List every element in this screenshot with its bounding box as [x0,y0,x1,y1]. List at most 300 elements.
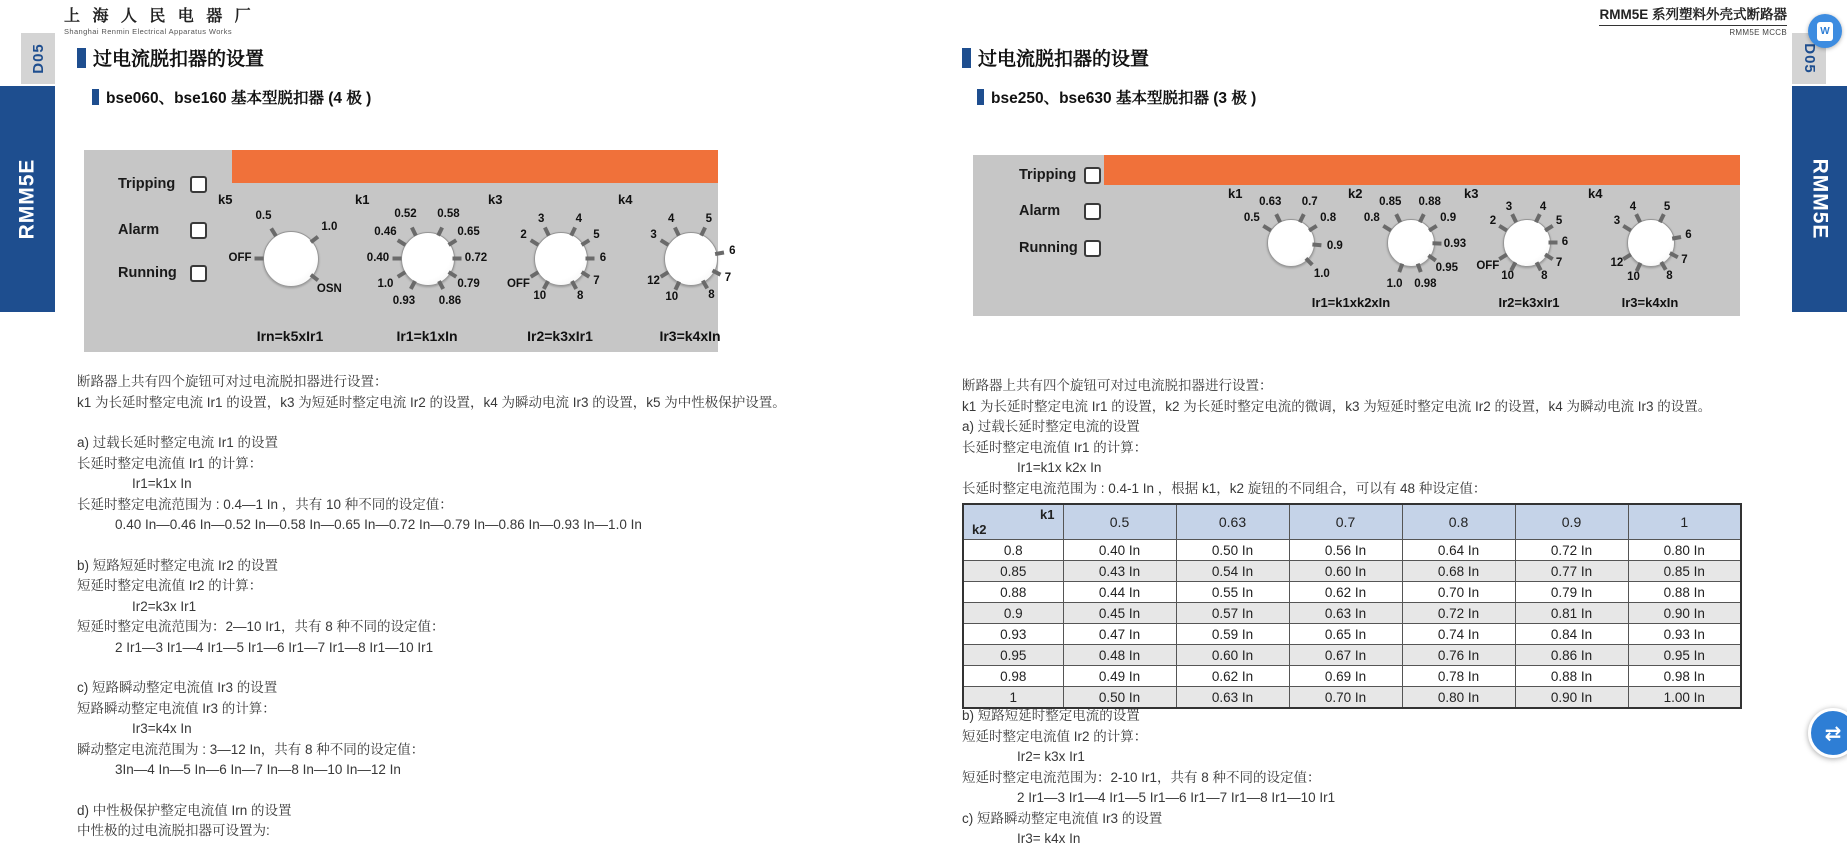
text-line: 长延时整定电流值 Ir1 的计算： [77,455,263,471]
table-cell: 0.76 In [1402,645,1515,666]
dial-scale-label: 10 [533,289,547,302]
table-cell: 0.47 In [1063,624,1176,645]
dial-tick [1432,241,1441,245]
right-section-heading [962,44,1149,71]
dial-tick [436,226,444,236]
dial-scale-label: 0.52 [394,207,417,220]
text-line: 短路瞬动整定电流值 Ir3 的计算： [77,700,276,716]
table-cell: 0.69 In [1289,666,1402,687]
dial-tick [1274,213,1282,223]
table-header-row [963,504,1741,540]
text-gap [77,536,786,556]
dial-tick [1298,213,1306,223]
status-label-running: Running [1019,240,1078,256]
dial-scale-label: 10 [665,290,679,303]
dial-formula: Ir2=k3xIr1 [1498,295,1560,310]
dial-scale-label: 4 [667,213,675,226]
table-cell: 0.57 In [1176,603,1289,624]
dial-formula: Irn=k5xIr1 [256,328,324,344]
table-k2-cell: 1 [963,687,1063,709]
text-line: k1 为长延时整定电流 Ir1 的设置，k3 为短延时整定电流 Ir2 的设置，k4 为瞬动电流 Ir3 的设置，k5 为中性极保护设置。 [77,394,786,410]
dial-scale-label: 1.0 [1386,278,1403,291]
dial-scale-label: 0.7 [1301,195,1318,208]
dial-knob-k3 [534,232,588,286]
table-cell: 0.90 In [1628,603,1741,624]
dial-formula: Ir2=k3xIr1 [527,328,593,344]
doc-header [1599,3,1787,37]
text-line: Ir3= k4x In [1017,831,1081,846]
table-k2-cell: 0.85 [963,561,1063,582]
left-text-block [77,372,786,842]
table-cell: 0.86 In [1515,645,1628,666]
table-cell: 0.68 In [1402,561,1515,582]
dial-scale-label: 1.0 [321,221,338,234]
table-cell: 0.88 In [1628,582,1741,603]
dial-scale-label: 0.65 [457,226,480,239]
status-led-running [190,265,207,282]
dial-scale-label: 8 [576,289,584,302]
dial-tick [448,270,458,278]
dial-tick [1535,261,1543,271]
heading-bullet [962,48,971,68]
table-row [963,666,1741,687]
dial-scale-label: 0.93 [1443,237,1467,250]
dial-scale-label: 3 [650,229,657,242]
dial-knob-k4 [664,232,718,286]
table-k2-cell: 0.88 [963,582,1063,603]
dial-scale-label: 3 [1613,215,1621,228]
status-label-running: Running [118,265,177,281]
table-k2-cell: 0.95 [963,645,1063,666]
dial-formula: Ir1=k1xIn [396,328,458,344]
table-cell: 0.98 In [1628,666,1741,687]
dial-scale-label: 0.86 [438,295,462,308]
table-row [963,603,1741,624]
dial-name-k2: k2 [1348,186,1363,201]
dial-scale-label: 6 [1561,236,1569,248]
word-plugin-button[interactable] [1808,14,1842,48]
text-gap [77,658,786,678]
dial-name-k5: k5 [218,192,233,207]
text-line: 长延时整定电流范围为 : 0.4—1 In ，共有 10 种不同的设定值： [77,496,453,512]
dial-scale-label: 1.0 [1313,267,1330,280]
dial-tick [701,279,709,289]
dial-scale-label: 6 [599,252,607,264]
text-gap [77,413,786,433]
dial-formula: Ir3=k4xIn [659,328,721,344]
table-cell: 0.79 In [1515,582,1628,603]
text-line: 短延时整定电流值 Ir2 的计算： [962,728,1148,744]
subheading-bullet [92,89,99,105]
table-cell: 0.44 In [1063,582,1176,603]
dial-tick [1498,224,1508,232]
dial-scale-label: 6 [1685,229,1692,242]
table-k2-cell: 0.98 [963,666,1063,687]
dial-tick [1658,213,1666,223]
dial-name-k4: k4 [1588,186,1603,201]
dial-tick [1418,213,1426,223]
dial-knob-k2 [1387,219,1435,267]
heading-bullet [77,48,86,68]
table-cell: 0.62 In [1289,582,1402,603]
text-line: Ir1=k1x In [132,476,192,491]
text-line: 短延时整定电流范围为：2-10 Ir1，共有 8 种不同的设定值： [962,769,1321,785]
dial-tick [410,226,418,236]
text-line: 2 Ir1—3 Ir1—4 Ir1—5 Ir1—6 Ir1—7 Ir1—8 Ir1—10 Ir1 [1017,790,1336,805]
text-line: 长延时整定电流范围为 : 0.4-1 In ，根据 k1，k2 旋钮的不同组合，可以有 48 种设定值： [962,480,1487,496]
ir1-setting-table [962,503,1742,709]
table-cell: 0.72 In [1515,540,1628,561]
dial-tick [1498,252,1508,260]
table-cell: 0.70 In [1402,582,1515,603]
dial-scale-label: 1.0 [377,277,394,290]
left-subsection-heading [92,86,371,108]
table-cell: 0.64 In [1402,540,1515,561]
dial-scale-label: 5 [705,213,713,226]
dial-scale-label: OFF [228,252,252,264]
table-cell: 0.54 In [1176,561,1289,582]
table-cell: 0.77 In [1515,561,1628,582]
text-line: 断路器上共有四个旋钮可对过电流脱扣器进行设置： [77,374,388,389]
table-k2-cell: 0.9 [963,603,1063,624]
status-led-tripping [1084,167,1101,184]
table-row [963,540,1741,561]
dial-knob-k1 [401,232,455,286]
table-cell: 0.50 In [1063,687,1176,709]
dial-scale-label: 0.72 [464,252,488,264]
dial-tick [453,256,462,260]
dial-tick [673,226,681,236]
dial-name-k1: k1 [1228,186,1243,201]
text-line: Ir1=k1x k2x In [1017,460,1102,475]
panel-orange-bar [1104,155,1740,185]
dial-tick [397,238,407,246]
right-outro-text-block [962,706,1335,850]
table-cell: 0.40 In [1063,540,1176,561]
dial-tick [660,270,670,278]
dial-scale-label: OFF [506,277,530,290]
panel-orange-bar [232,150,718,183]
text-line: b) 短路短延时整定电流的设置 [962,708,1140,723]
table-cell: 0.85 In [1628,561,1741,582]
text-line: Ir2=k3x Ir1 [132,598,197,614]
dial-scale-label: 0.8 [1320,212,1337,225]
dial-tick [437,280,445,290]
dial-scale-label: 8 [1666,269,1673,282]
page-code-tab-left [21,33,55,84]
dial-tick [1544,252,1554,260]
text-line: 短延时整定电流值 Ir2 的计算： [77,578,263,593]
text-line: 短延时整定电流范围为：2—10 Ir1，共有 8 种不同的设定值： [77,619,445,634]
dial-tick [310,235,320,244]
dial-scale-label: 7 [724,272,732,285]
text-line: c) 短路瞬动整定电流值 Ir3 的设置 [962,810,1163,826]
text-line: 断路器上共有四个旋钮可对过电流脱扣器进行设置： [962,378,1273,393]
word-doc-icon [1817,22,1833,41]
table-cell: 0.60 In [1176,645,1289,666]
text-line: Ir3=k4x In [132,721,192,736]
text-line: a) 过载长延时整定电流 Ir1 的设置 [77,435,279,450]
corner-label-k1: k1 [1040,507,1055,522]
dial-tick [1635,262,1642,272]
table-cell: 0.74 In [1402,624,1515,645]
dial-tick [1308,224,1318,232]
sync-button[interactable] [1808,708,1847,758]
table-row [963,561,1741,582]
text-line: Ir2= k3x Ir1 [1017,749,1085,764]
dial-scale-label: 0.95 [1435,261,1459,274]
dial-tick [543,226,551,236]
text-line: d) 中性极保护整定电流值 Irn 的设置 [77,802,292,818]
table-header-cell: 0.63 [1176,504,1289,540]
corner-label-k2: k2 [972,522,987,537]
dial-scale-label: 7 [593,274,600,287]
dial-scale-label: 0.40 [366,252,390,264]
table-cell: 0.63 In [1176,687,1289,709]
section-title: 过电流脱扣器的设置 [93,49,265,70]
dial-scale-label: 5 [1555,215,1563,228]
status-led-tripping [190,176,207,193]
table-cell: 0.80 In [1402,687,1515,709]
doc-title: RMM5E 系列塑料外壳式断路器 [1599,3,1787,26]
dial-tick [1312,242,1321,247]
dial-scale-label: 2 [1489,215,1497,228]
dial-name-k3: k3 [1464,186,1479,201]
table-cell: 0.88 In [1515,666,1628,687]
subheading-bullet [977,89,984,105]
dial-tick [1428,224,1438,232]
table-k2-cell: 0.8 [963,540,1063,561]
dial-scale-label: 8 [708,289,715,302]
series-tab-left [0,86,55,312]
dial-tick [1544,224,1554,232]
dial-scale-label: 0.9 [1326,239,1343,252]
table-header-cell: 0.9 [1515,504,1628,540]
status-led-running [1084,240,1101,257]
dial-tick [674,280,681,290]
dial-scale-label: 0.5 [1243,212,1260,225]
dial-tick [409,280,417,290]
subsection-title: bse250、bse630 基本型脱扣器 (3 极 ) [991,90,1257,107]
table-cell: 0.95 In [1628,645,1741,666]
dial-scale-label: 10 [1627,271,1640,284]
text-line: 3In—4 In—5 In—6 In—7 In—8 In—10 In—12 In [115,762,401,777]
dial-scale-label: 10 [1501,270,1515,283]
text-line: b) 短路短延时整定电流 Ir2 的设置 [77,557,279,573]
dial-scale-label: 8 [1541,270,1548,283]
doc-subtitle: RMM5E MCCB [1729,28,1787,37]
dial-tick [448,238,458,246]
dial-tick [1510,213,1518,223]
dial-scale-label: 0.98 [1414,278,1437,291]
dial-tick [1304,256,1313,265]
dial-tick [1509,261,1517,271]
status-label-alarm: Alarm [1019,203,1061,219]
table-corner-cell [963,504,1063,540]
dial-tick [1427,253,1437,261]
table-cell: 0.56 In [1289,540,1402,561]
right-subsection-heading [977,86,1256,108]
brand-name-en: Shanghai Renmin Electrical Apparatus Works [64,27,232,36]
table-header-cell: 1 [1628,504,1741,540]
page-code-label: D05 [1800,43,1818,74]
dial-scale-label: 2 [520,229,527,242]
table-header-cell: 0.7 [1289,504,1402,540]
dial-scale-label: 5 [593,229,600,242]
dial-tick [586,256,595,260]
table-row [963,687,1741,709]
dial-tick [542,280,550,290]
text-line: k1 为长延时整定电流 Ir1 的设置，k2 为长延时整定电流的微调，k3 为短延时整定电流 Ir2 的设置，k4 为瞬动电流 Ir3 的设置。 [962,398,1712,414]
table-cell: 0.50 In [1176,540,1289,561]
dial-tick [255,256,264,260]
dial-tick [530,270,540,278]
table-cell: 0.59 In [1176,624,1289,645]
dial-tick [569,226,577,236]
dial-name-k1: k1 [355,192,370,207]
dial-scale-label: 6 [729,244,736,257]
table-cell: 0.78 In [1402,666,1515,687]
dial-scale-label: 0.79 [457,277,480,290]
dial-tick [269,227,277,237]
brand-logo [64,3,255,36]
table-cell: 0.60 In [1289,561,1402,582]
dial-tick [397,270,407,278]
dial-scale-label: 4 [575,213,583,226]
dial-tick [530,238,540,246]
subsection-title: bse060、bse160 基本型脱扣器 (4 极 ) [106,90,372,107]
dial-scale-label: 0.63 [1259,195,1282,208]
dial-tick [715,250,725,256]
table-cell: 0.72 In [1402,603,1515,624]
dial-tick [1382,224,1392,232]
dial-scale-label: 12 [647,274,660,287]
text-line: 0.40 In—0.46 In—0.52 In—0.58 In—0.65 In—0.72 In—0.79 In—0.86 In—0.93 In—1.0 In [115,517,642,532]
dial-scale-label: 0.88 [1418,195,1441,208]
text-line: c) 短路瞬动整定电流值 Ir3 的设置 [77,680,278,695]
dial-scale-label: 4 [1539,200,1547,213]
text-line: a) 过载长延时整定电流的设置 [962,419,1140,434]
dial-tick [1634,213,1642,223]
dial-tick [712,268,722,276]
table-cell: 0.65 In [1289,624,1402,645]
table-cell: 0.45 In [1063,603,1176,624]
dial-tick [1672,235,1682,241]
status-label-tripping: Tripping [118,176,176,192]
table-header-cell: 0.8 [1402,504,1515,540]
table-cell: 0.81 In [1515,603,1628,624]
dial-scale-label: 3 [1505,200,1513,213]
table-k2-cell: 0.93 [963,624,1063,645]
status-led-alarm [190,222,207,239]
table-cell: 0.80 In [1628,540,1741,561]
dial-tick [1622,252,1632,260]
dial-tick [660,238,670,246]
word-doc-letter: W [1820,25,1830,37]
dial-tick [1534,213,1542,223]
table-cell: 1.00 In [1628,687,1741,709]
dial-name-k4: k4 [618,192,633,207]
dial-scale-label: 7 [1555,256,1563,269]
dial-scale-label: 0.46 [374,226,397,239]
status-led-alarm [1084,203,1101,220]
text-line: 瞬动整定电流范围为 : 3—12 In，共有 8 种不同的设定值： [77,741,425,757]
table-cell: 0.93 In [1628,624,1741,645]
dial-scale-label: OSN [316,282,342,295]
status-label-alarm: Alarm [118,222,160,238]
table-cell: 0.63 In [1289,603,1402,624]
dial-scale-label: 7 [1681,254,1688,267]
dial-tick [1262,224,1272,232]
dial-scale-label: 0.9 [1440,212,1457,225]
left-section-heading [77,44,264,71]
dial-tick [699,226,707,236]
series-label: RMM5E [15,158,39,240]
setting-table-wrap [962,503,1742,709]
dial-tick [581,270,591,278]
dial-scale-label: 0.58 [437,207,460,220]
table-cell: 0.70 In [1289,687,1402,709]
dial-scale-label: OFF [1476,259,1500,272]
dial-scale-label: 0.85 [1379,195,1402,208]
table-cell: 0.90 In [1515,687,1628,709]
dial-scale-label: 5 [1663,200,1671,213]
dial-scale-label: 0.5 [255,209,272,222]
table-header-cell: 0.5 [1063,504,1176,540]
dial-formula: Ir1=k1xk2xIn [1311,295,1391,310]
dial-scale-label: 3 [537,213,545,226]
text-gap [77,781,786,801]
status-label-tripping: Tripping [1019,167,1077,183]
dial-tick [570,280,578,290]
text-line: 长延时整定电流值 Ir1 的计算： [962,439,1148,455]
text-line: 2 Ir1—3 Ir1—4 Ir1—5 Ir1—6 Ir1—7 Ir1—8 Ir1—10 Ir1 [115,639,434,655]
dial-knob-k4 [1627,219,1675,267]
table-row [963,645,1741,666]
section-title: 过电流脱扣器的设置 [978,49,1150,70]
table-cell: 0.84 In [1515,624,1628,645]
table-cell: 0.55 In [1176,582,1289,603]
dial-scale-label: 12 [1610,256,1624,269]
dial-scale-label: 0.93 [392,295,416,308]
table-cell: 0.48 In [1063,645,1176,666]
table-cell: 0.67 In [1289,645,1402,666]
dial-knob-k3 [1503,219,1551,267]
page-code-label: D05 [29,43,47,74]
dial-tick [1549,240,1558,244]
dial-tick [393,256,402,260]
series-tab-right [1792,86,1847,312]
table-cell: 0.49 In [1063,666,1176,687]
dial-tick [1669,251,1679,259]
series-label: RMM5E [1808,158,1832,240]
breaker-faceplate-left [84,150,736,352]
text-line: 中性极的过电流脱扣器可设置为: [77,823,270,838]
dial-scale-label: 0.8 [1363,212,1380,225]
table-row [963,582,1741,603]
table-cell: 0.62 In [1176,666,1289,687]
dial-tick [581,238,591,246]
dial-name-k3: k3 [488,192,503,207]
right-intro-text-block [962,376,1711,499]
dial-tick [1394,213,1402,223]
breaker-faceplate-right [973,155,1740,316]
dial-tick [1622,224,1632,232]
sync-arrows-icon: ⇄ [1824,722,1842,745]
dial-formula: Ir3=k4xIn [1621,295,1679,310]
dial-scale-label: 4 [1629,200,1637,213]
table-cell: 0.43 In [1063,561,1176,582]
